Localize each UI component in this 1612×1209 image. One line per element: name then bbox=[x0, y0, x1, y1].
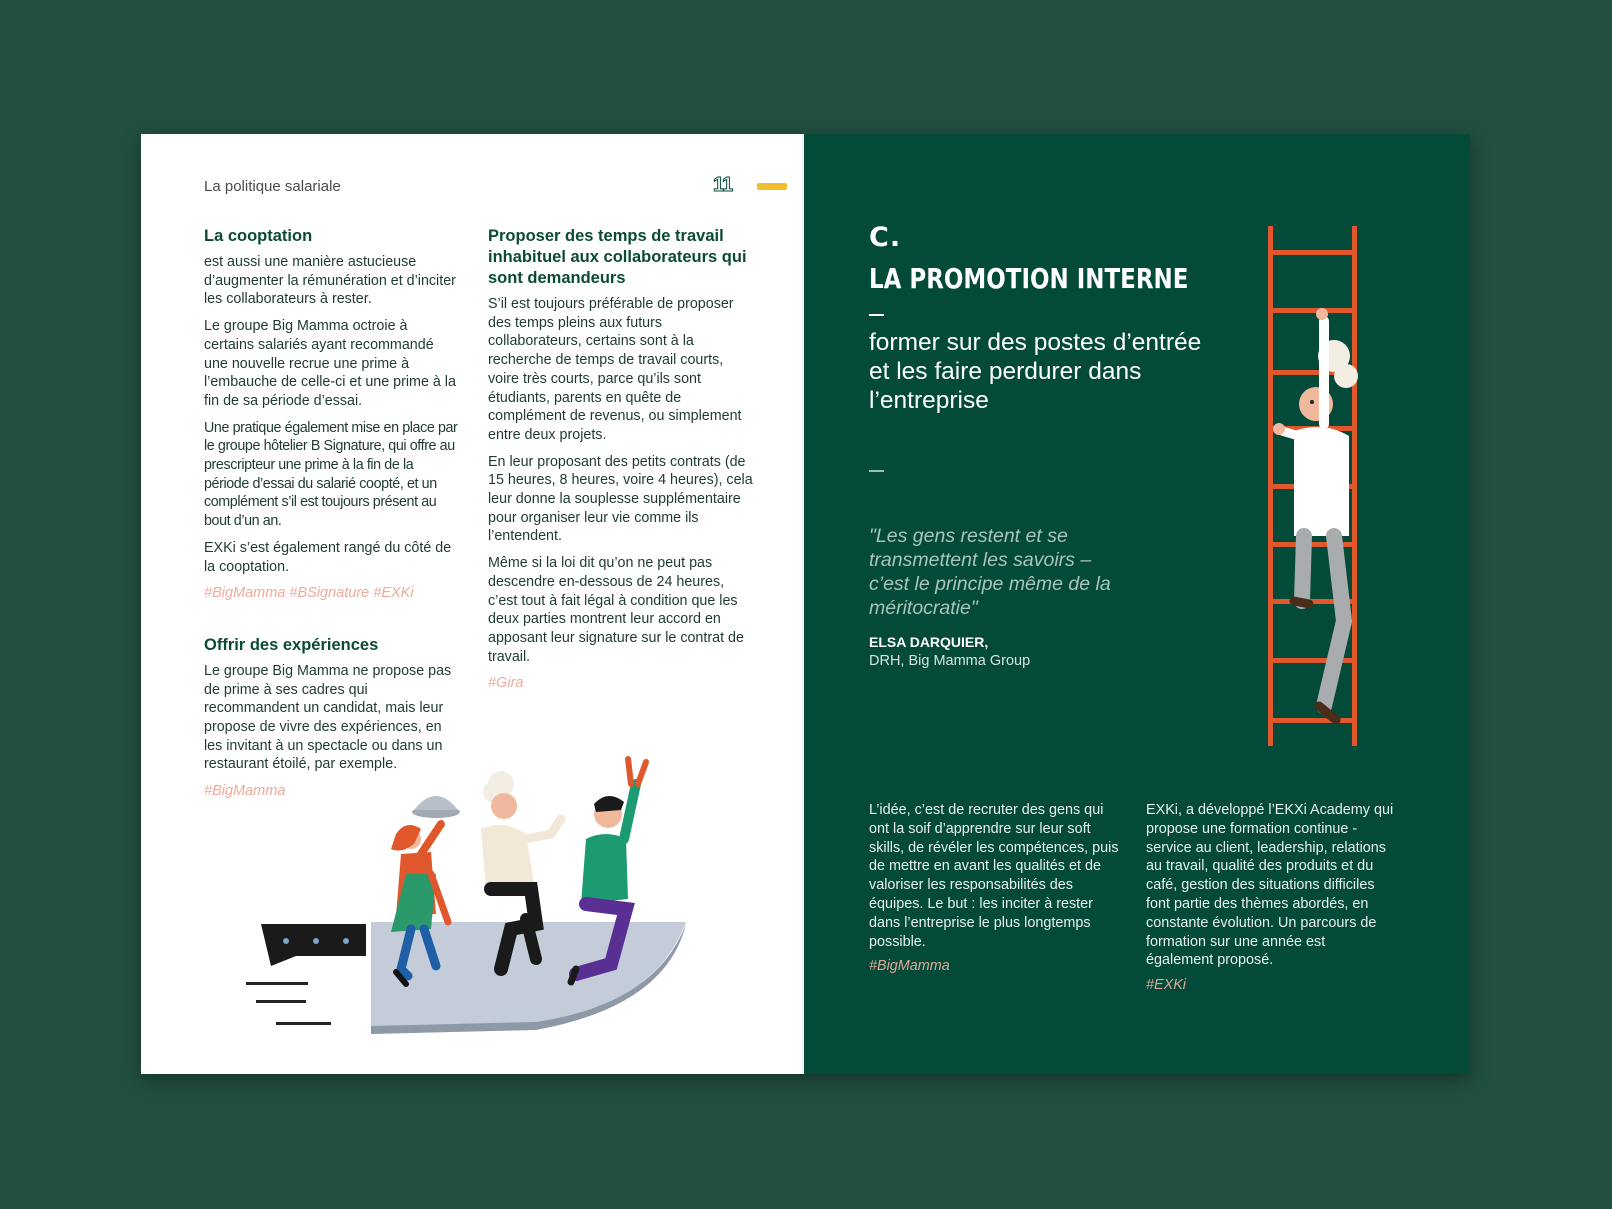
paragraph: Même si la loi dit qu’on ne peut pas descendre en-dessous de 24 heures, c’est tout à fait légal à condition que les deux parties montrent leur accord en apposant leur signature sur le contrat de travail. bbox=[488, 555, 744, 665]
paragraph: L’idée, c’est de recruter des gens qui ont la soif d’apprendre sur leur soft skills, de révéler les compétences, puis de mettre en avant les qualités et de valoriser les responsabilités des équipes. Le but : les inciter à rester dans l’entreprise le plus longtemps possible. bbox=[869, 802, 1119, 950]
page-marker bbox=[757, 183, 787, 190]
right-column-a bbox=[869, 801, 1119, 982]
book-spread bbox=[141, 134, 1470, 1074]
paragraph: EXKi s’est également rangé du côté de la cooptation. bbox=[204, 539, 452, 575]
ladder-chef-illustration bbox=[1264, 226, 1374, 756]
hashtag: #Gira bbox=[488, 675, 524, 692]
paragraph: EXKi, a développé l’EKXi Academy qui propose une formation continue - service au client, leadership, relations au travail, qualité des produits et du café, gestion des situations difficiles font partie des thèmes abordés, en constante évolution. Un parcours de formation sur une année est également proposé. bbox=[1146, 802, 1394, 969]
heading-cooptation: La cooptation bbox=[204, 227, 313, 245]
quote-author: ELSA DARQUIER, bbox=[869, 634, 989, 650]
paragraph: En leur proposant des petits contrats (de 15 heures, 8 heures, voire 4 heures), cela leur donne la souplesse supplémentaire pour organiser leur vie comme ils l’entendent. bbox=[488, 453, 753, 545]
section-letter: C. bbox=[869, 222, 902, 253]
paragraph: S’il est toujours préférable de proposer des temps pleins aux futurs collaborateurs, certains sont à la recherche de temps de travail courts, voire très courts, parce qu’ils sont étudiants, parents en quête de complément de revenus, ou simplement entre deux projets. bbox=[488, 296, 742, 443]
right-page bbox=[804, 134, 1470, 1074]
paragraph: Le groupe Big Mamma ne propose pas de prime à ses cadres qui recommandent un candidat, mais leur propose de vivre des expériences, en les invitant à un spectacle ou dans un restaurant étoilé, par exemple. bbox=[204, 662, 452, 773]
heading-temps-de-travail: Proposer des temps de travail inhabituel aux collaborateurs qui sont demandeurs bbox=[488, 227, 747, 287]
hashtag: #BigMamma bbox=[869, 958, 950, 975]
right-column-b bbox=[1146, 801, 1396, 1001]
section-subtitle: former sur des postes d’entrée et les faire perdurer dans l’entreprise bbox=[869, 329, 1202, 414]
page-number: 11 bbox=[713, 174, 733, 196]
hashtag: #BigMamma #BSignature #EXKi bbox=[204, 585, 414, 602]
running-head: La politique salariale bbox=[204, 178, 341, 195]
paragraph: est aussi une manière astucieuse d’augmenter la rémunération et d’inciter les collaborateurs à rester. bbox=[204, 254, 456, 308]
title-rule bbox=[869, 314, 884, 316]
left-page bbox=[141, 134, 804, 1074]
left-column-b bbox=[488, 226, 753, 693]
heading-experiences: Offrir des expériences bbox=[204, 635, 379, 654]
quote-rule bbox=[869, 470, 884, 472]
hashtag: #EXKi bbox=[1146, 977, 1186, 994]
knife-riders-illustration bbox=[236, 744, 706, 1044]
pull-quote: "Les gens restent et se transmettent les savoirs – c’est le principe même de la méritocratie" bbox=[869, 525, 1111, 619]
section-title: LA PROMOTION INTERNE bbox=[869, 262, 1189, 295]
quote-author-role: DRH, Big Mamma Group bbox=[869, 653, 1031, 669]
paragraph: Une pratique également mise en place par le groupe hôtelier B Signature, qui offre au prescripteur une prime à la fin de la période d’essai du salarié coopté, et un complément s’il est toujours présent au bout d’un an. bbox=[204, 419, 458, 530]
left-column-a bbox=[204, 226, 459, 801]
hashtag: #BigMamma bbox=[204, 783, 286, 800]
paragraph: Le groupe Big Mamma octroie à certains salariés ayant recommandé une nouvelle recrue une prime à l’embauche de celle-ci et une prime à la fin de sa période d’essai. bbox=[204, 318, 456, 409]
